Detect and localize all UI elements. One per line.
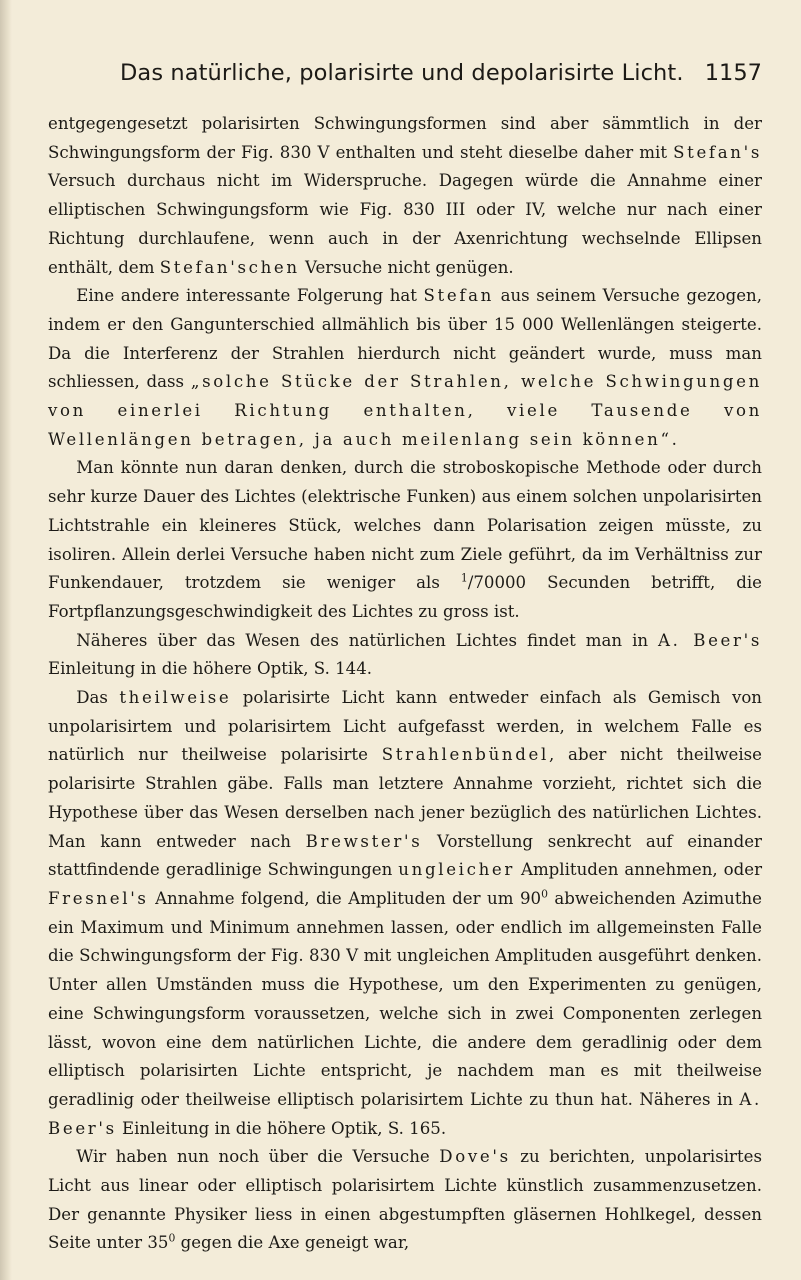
paragraph-1 — [48, 110, 762, 282]
paragraph-2 — [48, 282, 762, 454]
text-run: gegen die Axe geneigt war, — [175, 1233, 410, 1253]
text-run: aus seinem Versuche gezogen, indem er den Gangunterschied allmählich bis über 15 000 Wellenlängen steigerte. Da die Interferenz der Strahlen hierdurch nicht geändert wurde, muss man schliessen, dass — [48, 286, 762, 392]
text-run: zu berichten, unpolarisirtes Licht aus linear oder elliptisch polarisirtem Lichte künstlich zusammenzusetzen. Der genannte Physiker liess in einen abgestumpften gläsernen Hohlkegel, dessen Seite unter 35 — [48, 1147, 762, 1253]
degree-superscript: 0 — [541, 887, 548, 901]
text-run: Näheres über das Wesen des natürlichen Lichtes findet man in — [76, 630, 659, 650]
quoted-passage: „solche Stücke der Strahlen, welche Schwingungen von einerlei Richtung enthalten, viele Tausende von Wellenlängen betragen, ja auch meilenlang sein können“ — [48, 372, 763, 449]
running-title: Das natürliche, polarisirte und depolarisirte Licht. — [120, 60, 684, 86]
emphasis-strahlenbuendel: Strahlenbündel — [381, 745, 549, 765]
text-run: Einleitung in die höhere Optik, S. 144. — [48, 659, 373, 679]
text-run: Versuche nicht genügen. — [299, 257, 514, 277]
text-run: Man könnte nun daran denken, durch die stroboskopische Methode oder durch sehr kurze Dauer des Lichtes (elektrische Funken) aus einem solchen unpolarisirten Lichtstrahle ein kleineres Stück, welches dann Polarisation zeigen müsste, zu isoliren. Allein derlei Versuche haben nicht zum Ziele geführt, da im Verhältniss zur Funkendauer, trotzdem sie weniger als — [48, 458, 762, 593]
text-run: Secunden betrifft, die Fortpflanzungsgeschwindigkeit des Lichtes zu gross ist. — [48, 573, 762, 621]
text-run: polarisirte Licht kann entweder einfach als Gemisch von unpolarisirtem und polarisirtem Licht aufgefasst werden, in welchem Falle es natürlich nur theilweise polarisirte — [48, 688, 762, 765]
author-name-beer: A. Beer's — [658, 630, 762, 650]
paragraph-6 — [48, 1143, 762, 1258]
page-number: 1157 — [704, 60, 762, 86]
author-name-fresnel: Fresnel's — [48, 888, 149, 908]
fraction-numerator: 1 — [460, 571, 468, 585]
text-run: Wir haben nun noch über die Versuche — [76, 1147, 440, 1167]
emphasis-theilweise: theilweise — [119, 688, 232, 708]
page-binding-edge — [0, 0, 12, 1280]
text-run: Eine andere interessante Folgerung hat — [76, 286, 424, 306]
page-header — [120, 60, 762, 100]
author-name-stefan: Stefan — [423, 286, 495, 306]
text-run: Amplituden annehmen, oder — [515, 860, 762, 880]
author-name-beer: A. Beer's — [48, 1089, 762, 1138]
text-run: Einleitung in die höhere Optik, S. 165. — [116, 1118, 447, 1138]
text-run: Versuch durchaus nicht im Widerspruche. Dagegen würde die Annahme einer elliptischen Schwingungsform wie Fig. 830 III oder IV, welche nur nach einer Richtung durchlaufene, wenn auch in der Axenrichtung wechselnde Ellipsen enthält, dem — [48, 171, 762, 277]
author-name-stefan: Stefan's — [673, 142, 762, 162]
text-run: entgegengesetzt polarisirten Schwingungsformen sind aber sämmtlich in der Schwingungsform der Fig. 830 V enthalten und steht dieselbe daher mit — [48, 114, 762, 162]
fraction-denominator: /70000 — [467, 573, 527, 593]
text-run: Das — [76, 688, 120, 708]
author-name-dove: Dove's — [439, 1147, 511, 1167]
author-name-stefan: Stefan'schen — [159, 257, 300, 277]
emphasis-ungleicher: ungleicher — [398, 860, 515, 880]
text-run: Vorstellung senkrecht auf einander stattfindende geradlinige Schwingungen — [48, 831, 762, 880]
text-run: , aber nicht theilweise polarisirte Strahlen gäbe. Falls man letztere Annahme vorzieht, richtet sich die Hypothese über das Wesen derselben nach jener bezüglich des natürlichen Lichtes. Man kann entweder nach — [48, 745, 762, 851]
paragraph-5 — [48, 684, 762, 1143]
text-run: Annahme folgend, die Amplituden der um 90 — [148, 888, 542, 908]
book-page — [48, 60, 762, 1258]
degree-superscript: 0 — [168, 1231, 176, 1245]
paragraph-3 — [48, 454, 762, 626]
paragraph-4 — [48, 627, 762, 684]
text-run: abweichenden Azimuthe ein Maximum und Minimum annehmen lassen, oder endlich im allgemeinsten Falle die Schwingungsform der Fig. 830 V mit ungleichen Amplituden ausgeführt denken. Unter allen Umständen muss die Hypothese, um den Experimenten zu genügen, eine Schwingungsform voraussetzen, welche sich in zwei Componenten zerlegen lässt, wovon eine dem natürlichen Lichte, die andere dem geradlinig oder dem elliptisch polarisirten Lichte entspricht, je nachdem man es mit theilweise geradlinig oder theilweise elliptisch polarisirtem Lichte zu thun hat. Näheres in — [48, 888, 762, 1109]
author-name-brewster: Brewster's — [305, 831, 423, 851]
body-text — [48, 110, 762, 1258]
text-run: . — [671, 429, 677, 449]
